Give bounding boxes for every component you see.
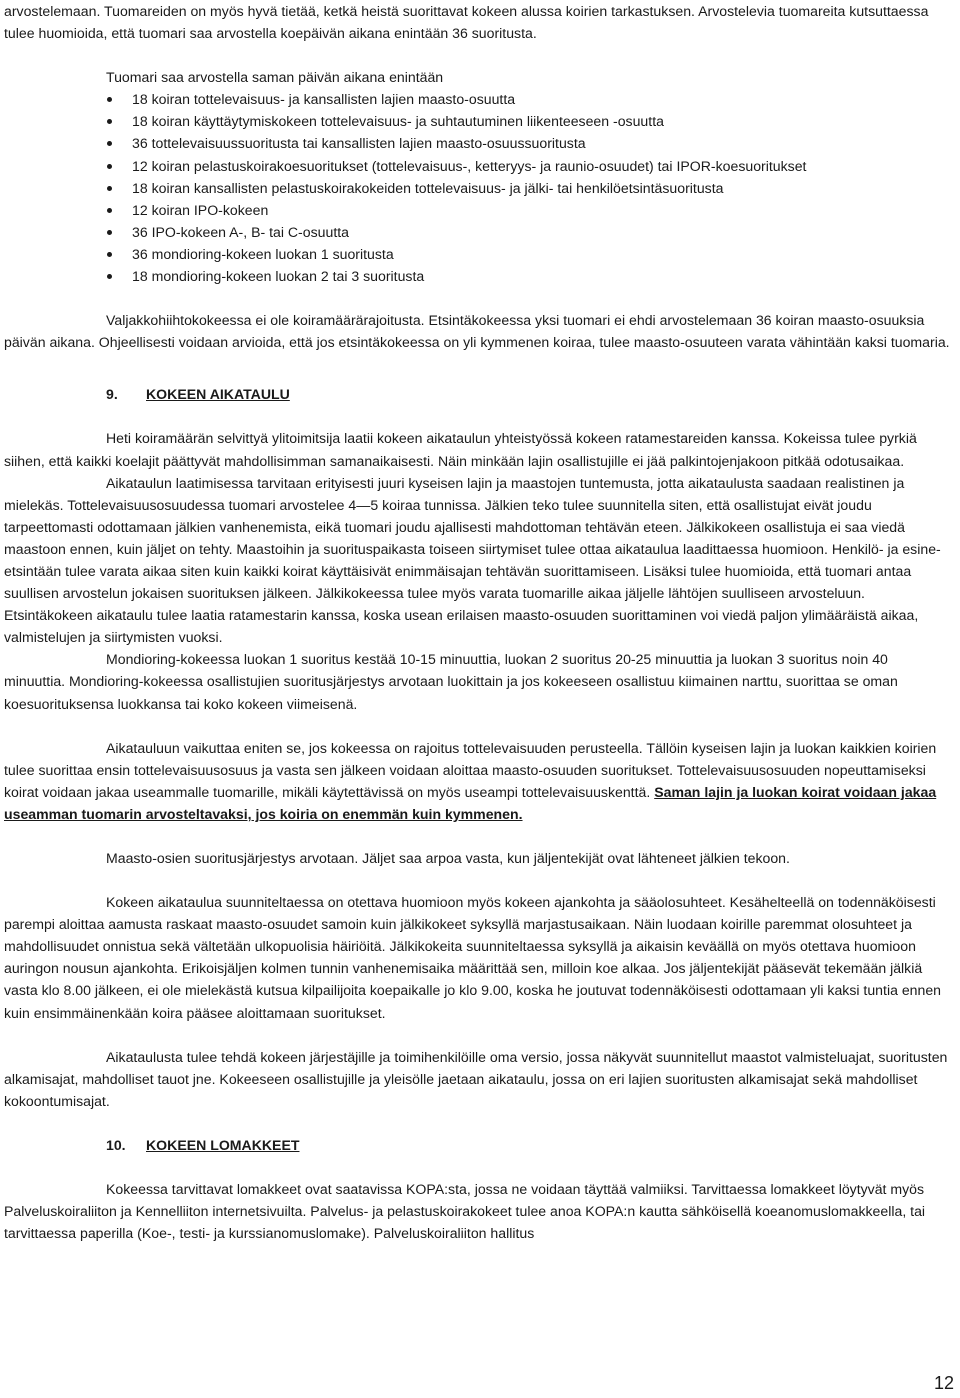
section-9-paragraph-1: Heti koiramäärän selvittyä ylitoimitsija laatii kokeen aikataulun yhteistyössä kokeen ratamestareiden kanssa. Kokeissa tulee pyrkiä siihen, että kaikki koelajit päättyvät mahdollisimman samanaikaisesti. Näin minkään lajin osallistujille ei jää palkintojenjakoon pitkää odotusaikaa.: [4, 430, 917, 469]
section-number: 10.: [106, 1136, 126, 1153]
section-title: KOKEEN LOMAKKEET: [146, 1136, 300, 1153]
list-item: 36 mondioring-kokeen luokan 1 suoritusta: [132, 243, 952, 265]
top-paragraph: arvostelemaan. Tuomareiden on myös hyvä tietää, ketkä heistä suorittavat kokeen alussa koirien tarkastuksen. Arvostelevia tuomareita kutsuttaessa tulee huomioida, että tuomari saa arvostella koepäivän aikana enintään 36 suoritusta.: [4, 3, 929, 42]
bullet-icon: [107, 141, 112, 146]
list-item: 36 tottelevaisuussuoritusta tai kansallisten lajien maasto-osuussuoritusta: [132, 132, 952, 154]
section-9-paragraph-7: Aikataulusta tulee tehdä kokeen järjestäjille ja toimihenkilöille oma versio, jossa näkyvät suunnitellut maastot valmisteluajat, suoritusten alkamisajat, mahdolliset tauot jne. Kokeeseen osallistujille ja yleisölle jaetaan aikataulu, jossa on eri lajien suoritusten alkamisajat sekä mahdolliset kokoontumisajat.: [4, 1048, 948, 1109]
bullet-icon: [107, 274, 112, 279]
section-10-heading: [4, 1134, 952, 1156]
bullet-icon: [107, 252, 112, 257]
section-9-paragraph-5: Maasto-osien suoritusjärjestys arvotaan. Jäljet saa arpoa vasta, kun jäljentekijät ovat lähteneet jälkien tekoon.: [106, 850, 790, 866]
bullet-icon: [107, 208, 112, 213]
list-item: 18 koiran kansallisten pelastuskoirakokeiden tottelevaisuus- ja jälki- tai henkilöetsintäsuoritusta: [132, 177, 952, 199]
list-item: 12 koiran pelastuskoirakoesuoritukset (tottelevaisuus-, ketteryys- ja raunio-osuudet) tai IPOR-koesuoritukset: [132, 155, 952, 177]
section-9-paragraph-6: Kokeen aikataulua suunniteltaessa on otettava huomioon myös kokeen ajankohta ja sääolosuhteet. Kesähelteellä on todennäköisesti parempi aloittaa aamusta raskaat maasto-osuudet samoin kuin jälkikokeet syksyllä marjastusaikaan. Näin luodaan koirille paremmat olosuhteet ja mahdollisuudet onnistua sekä vältetään ulkopuolisia häiriöitä. Jälkikokeita suunniteltaessa syksyllä ja aikaisin keväällä on myös otettava huomioon auringon nousun ajankohta. Erikoisjäljen kolmen tunnin vanhenemisaika määrittää sen, milloin koe alkaa. Jos jäljentekijät pääsevät tekemään jälkiä vasta klo 8.00 jälkeen, ei ole mielekästä kutsua kilpailijoita koepaikalle jo klo 9.00, koska he joutuvat todennäköisesti odottamaan yli kaksi tuntia ennen kuin ensimmäinenkään koira pääsee aloittamaan suoritukset.: [4, 894, 942, 1021]
emphasized-rule: Saman lajin ja luokan koirat voidaan jakaa useamman tuomarin arvosteltavaksi, jos koiria on enemmän kuin kymmenen.: [4, 783, 937, 822]
limits-list: [4, 88, 952, 287]
section-title: KOKEEN AIKATAULU: [146, 386, 290, 403]
bullet-icon: [107, 164, 112, 169]
list-item: 18 koiran käyttäytymiskokeen tottelevaisuus- ja suhtautuminen liikenteeseen -osuutta: [132, 110, 952, 132]
section-9-paragraph-3: Mondioring-kokeessa luokan 1 suoritus kestää 10-15 minuuttia, luokan 2 suoritus 20-25 minuuttia ja luokan 3 suoritus noin 40 minuuttia. Mondioring-kokeessa osallistujien suoritusjärjestys arvotaan luokittain ja jos kokeeseen osallistuu kiimainen narttu, suorittaa se oman koesuorituksensa luokkansa tai koko kokeen viimeisenä.: [4, 651, 898, 712]
limits-after-paragraph: Valjakkohiihtokokeessa ei ole koiramäärärajoitusta. Etsintäkokeessa yksi tuomari ei ehdi arvostelemaan 36 koiran maasto-osuuksia päivän aikana. Ohjeellisesti voidaan arvioida, että jos etsintäkokeessa on yli kymmenen koiraa, tulee maasto-osuuteen varata vähintään kaksi tuomaria.: [4, 312, 950, 351]
section-9-heading: [4, 383, 952, 405]
section-10-paragraph-1: Kokeessa tarvittavat lomakkeet ovat saatavissa KOPA:sta, jossa ne voidaan täyttää valmiiksi. Tarvittaessa lomakkeet löytyvät myös Palveluskoiraliiton ja Kennelliiton internetsivuilta. Palvelus- ja pelastuskoirakokeet tulee anoa KOPA:n kautta sähköisellä koeanomuslomakkeella, tai tarvittaessa paperilla (Koe-, testi- ja kurssianomuslomake). Palveluskoiraliiton hallitus: [4, 1181, 926, 1242]
list-item: 36 IPO-kokeen A-, B- tai C-osuutta: [132, 221, 952, 243]
bullet-icon: [107, 119, 112, 124]
list-item: 12 koiran IPO-kokeen: [132, 199, 952, 221]
page-number: 12: [933, 1373, 954, 1393]
section-9-paragraph-4: Aikatauluun vaikuttaa eniten se, jos kokeessa on rajoitus tottelevaisuuden perusteella. Tällöin kyseisen lajin ja luokan kaikkien koirien tulee suorittaa ensin tottelevaisuusosuus ja vasta sen jälkeen voidaan aloittaa maasto-osuuden suoritukset. Tottelevaisuusosuuden nopeuttamiseksi koirat voidaan jakaa useammalle tuomarille, mikäli käytettävissä on myös useampi tottelevaisuuskenttä. Saman lajin ja luokan koirat voidaan jakaa useamman tuomarin arvosteltavaksi, jos koiria on enemmän kuin kymmenen.: [4, 739, 937, 822]
list-item: 18 mondioring-kokeen luokan 2 tai 3 suoritusta: [132, 265, 952, 287]
limits-intro: Tuomari saa arvostella saman päivän aikana enintään: [106, 69, 444, 86]
bullet-icon: [107, 186, 112, 191]
section-9-paragraph-2: Aikataulun laatimisessa tarvitaan erityisesti juuri kyseisen lajin ja maastojen tuntemusta, jotta aikataulusta saadaan realistinen ja mielekäs. Tottelevaisuusosuudessa tuomari arvostelee 4—5 koiraa tunnissa. Jälkien teko tulee suunnitella siten, että osallistujat eivät joudu tarpeettomasti odottamaan jälkien vanhenemista, eikä tuomari joudu ajallisesti mahdottoman tehtävän eteen. Jälkikokeen osallistuja ei saa viedä maastoon ennen, kuin jäljet on tehty. Maastoihin ja suorituspaikasta toiseen siirtymiset tulee ottaa aikataulua laadittaessa huomioon. Henkilö- ja esine-etsintään tulee varata aikaa siten kuin kaikki koirat käyttäisivät enimmäisajan tehtävän suorittamiseen. Lisäksi tulee huomioida, että tuomari antaa suullisen arvostelun jokaisen suorituksen jälkeen. Jälkikokeessa tulee myös varata tuomarille aikaa jäljelle lähtöjen suulliseen arvosteluun. Etsintäkokeen aikataulu tulee laatia ratamestarin kanssa, koska usean erilaisen maasto-osuuden suorittaminen voi viedä paljon ylimääräistä aikaa, valmistelujen ja siirtymisten vuoksi.: [4, 474, 941, 646]
document-page: [4, 0, 952, 1244]
bullet-icon: [107, 230, 112, 235]
bullet-icon: [107, 97, 112, 102]
section-number: 9.: [106, 386, 118, 403]
list-item: 18 koiran tottelevaisuus- ja kansallisten lajien maasto-osuutta: [132, 88, 952, 110]
